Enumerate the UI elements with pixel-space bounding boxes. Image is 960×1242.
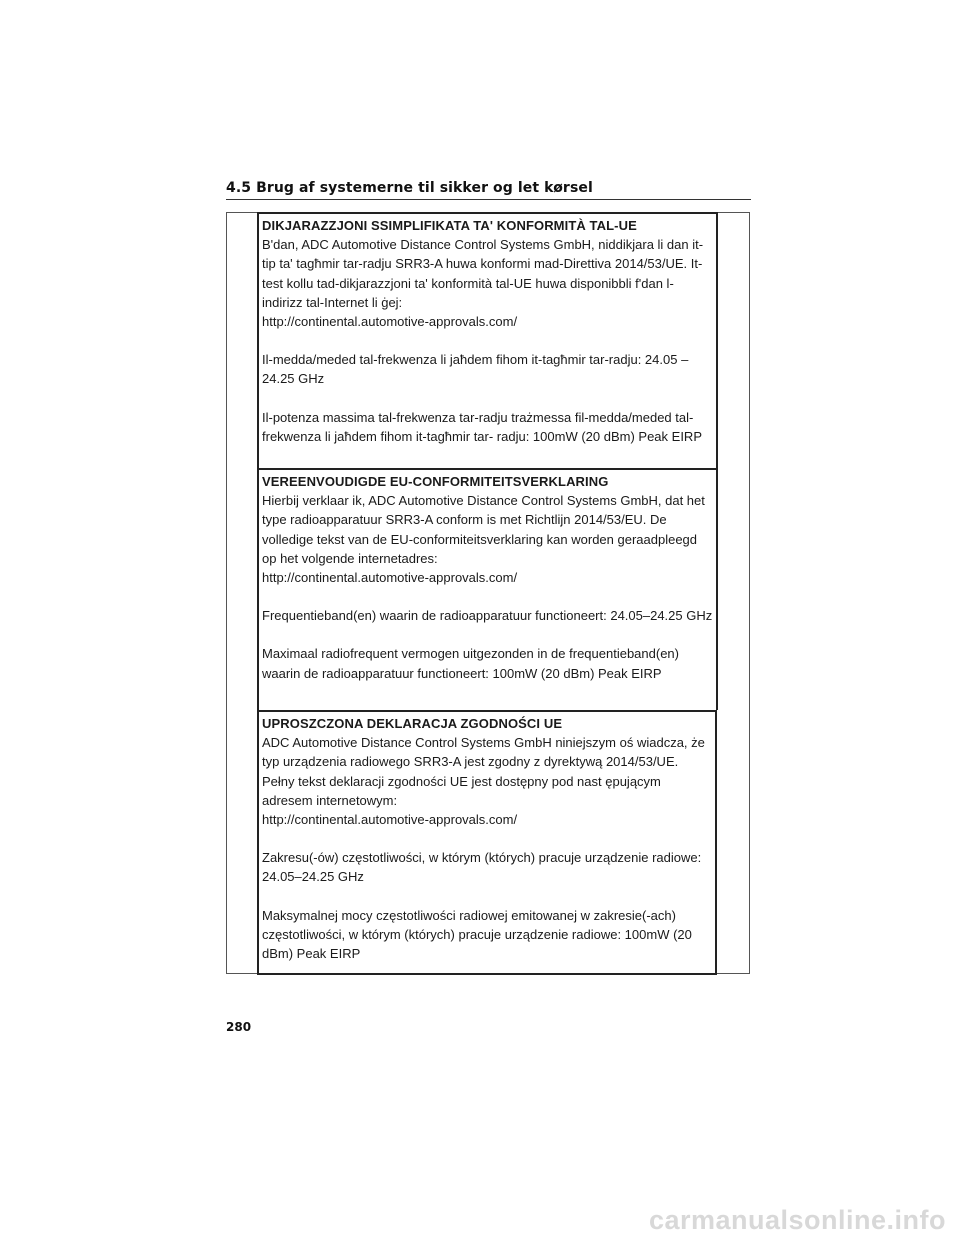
- declaration-title: DIKJARAZZJONI SSIMPLIFIKATA TA' KONFORMITÀ TAL-UE: [262, 218, 637, 233]
- declaration-title: UPROSZCZONA DEKLARACJA ZGODNOŚCI UE: [262, 716, 563, 731]
- declaration-dutch: [257, 468, 718, 710]
- declaration-body: ADC Automotive Distance Control Systems GmbH niniejszym oś wiadcza, że typ urządzenia radiowego SRR3-A jest zgodny z dyrektywą 2014/53/UE. Pełny tekst deklaracji zgodności UE jest dostępny pod nast ępującym adresem internetowym:: [262, 735, 705, 808]
- watermark-text: carmanualsonline.info: [648, 1205, 946, 1235]
- declaration-frequency: Frequentieband(en) waarin de radioapparatuur functioneert: 24.05–24.25 GHz: [262, 608, 713, 624]
- declaration-url: http://continental.automotive-approvals.com/: [262, 812, 518, 828]
- declaration-power: Il-potenza massima tal-frekwenza tar-radju trażmessa fil-medda/meded tal-frekwenza li jaħdem fihom it-tagħmir tar- radju: 100mW (20 dBm) Peak EIRP: [262, 409, 702, 444]
- declaration-body: B'dan, ADC Automotive Distance Control Systems GmbH, niddikjara li dan it-tip ta' tagħmir tar-radju SRR3-A huwa konformi mad-Direttiva 2014/53/UE. It-test kollu tad-dikjarazzjoni ta' konformità tal-UE huwa disponibbli f'dan l-indirizz tal-Internet li ġej:: [262, 237, 704, 310]
- declaration-url: http://continental.automotive-approvals.com/: [262, 570, 518, 586]
- declaration-url: http://continental.automotive-approvals.com/: [262, 314, 518, 330]
- header-divider: [226, 199, 751, 200]
- declaration-power: Maksymalnej mocy częstotliwości radiowej emitowanej w zakresie(-ach) częstotliwości, w którym (których) pracuje urządzenie radiowe: 100mW (20 dBm) Peak EIRP: [262, 907, 692, 962]
- declaration-frequency: Zakresu(-ów) częstotliwości, w którym (których) pracuje urządzenie radiowe: 24.05–24.25 GHz: [262, 850, 702, 885]
- page-number: 280: [226, 1020, 252, 1034]
- section-title: 4.5 Brug af systemerne til sikker og let kørsel: [226, 180, 593, 196]
- declaration-frequency: Il-medda/meded tal-frekwenza li jaħdem fihom it-tagħmir tar-radju: 24.05 –24.25 GHz: [262, 352, 689, 387]
- declaration-polish: [257, 710, 717, 975]
- declaration-body: Hierbij verklaar ik, ADC Automotive Distance Control Systems GmbH, dat het type radioapparatuur SRR3-A conform is met Richtlijn 2014/53/EU. De volledige tekst van de EU-conformiteitsverklaring kan worden geraadpleegd op het volgende internetadres:: [262, 493, 705, 566]
- declaration-maltese: [257, 212, 718, 469]
- declaration-power: Maximaal radiofrequent vermogen uitgezonden in de frequentieband(en) waarin de radioapparatuur functioneert: 100mW (20 dBm) Peak EIRP: [262, 646, 679, 681]
- declaration-title: VEREENVOUDIGDE EU-CONFORMITEITSVERKLARING: [262, 474, 609, 489]
